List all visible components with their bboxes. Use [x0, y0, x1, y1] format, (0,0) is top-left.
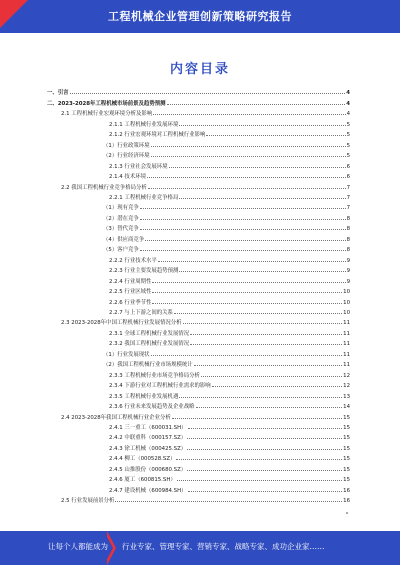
toc-leader-dots [140, 208, 346, 209]
toc-entry[interactable] [47, 117, 350, 127]
toc-entry[interactable] [47, 285, 350, 295]
toc-entry-label: 2.2.4 行业周期性 [109, 278, 152, 285]
toc-entry[interactable] [47, 264, 350, 274]
toc-entry-page: 8 [346, 247, 350, 254]
toc-entry-page: 15 [343, 477, 350, 484]
toc-entry[interactable] [47, 431, 350, 441]
toc-leader-dots [206, 135, 345, 136]
toc-entry-label: 2.3.6 行业未来发展趋势及企业战略 [109, 404, 195, 411]
toc-entry-page: 6 [346, 174, 350, 181]
toc-entry-page: 15 [343, 466, 350, 473]
toc-leader-dots [172, 418, 342, 419]
toc-entry-label: （1）现有竞争 [103, 205, 139, 212]
toc-entry-label: （3）替代竞争 [103, 226, 139, 233]
toc-entry[interactable] [47, 379, 350, 389]
toc-entry-page: 9 [346, 268, 350, 275]
toc-entry-label: 2.4 2023-2028年我国工程机械行业企业分析 [61, 414, 171, 421]
toc-entry-page: 11 [343, 351, 350, 358]
toc-entry[interactable] [47, 201, 350, 211]
toc-entry-label: 2.2 我国工程机械行业竞争格局分析 [61, 184, 147, 191]
toc-entry[interactable] [47, 159, 350, 169]
page-header [0, 0, 400, 33]
toc-entry-label: 2.3.3 工程机械行业市场竞争格局分析 [109, 372, 200, 379]
toc-entry-label: 2.4.1 三一重工（600031.SH） [109, 424, 187, 431]
toc-title: 内容目录 [169, 62, 230, 77]
toc-entry-page: 16 [343, 498, 350, 505]
toc-entry-page: 5 [346, 132, 350, 139]
toc-entry[interactable] [47, 86, 350, 96]
toc-leader-dots [190, 344, 342, 345]
toc-entry-label: 2.3.4 下游行业对工程机械行业需求的影响 [109, 383, 211, 390]
toc-leader-dots [151, 156, 346, 157]
toc-entry[interactable] [47, 170, 350, 180]
toc-entry-page: 4 [346, 100, 350, 107]
toc-entry[interactable] [47, 316, 350, 326]
toc-entry-label: 2.2.3 行业主要发展趋势预测 [109, 268, 179, 275]
toc-entry[interactable] [47, 149, 350, 159]
toc-leader-dots [115, 501, 342, 502]
toc-leader-dots [151, 146, 346, 147]
toc-leader-dots [152, 282, 345, 283]
toc-entry[interactable] [47, 400, 350, 410]
toc-leader-dots [169, 167, 346, 168]
toc-entry-label: 2.3 2023-2028年中国工程机械行业发展情况分析 [61, 320, 182, 327]
toc-entry-page: 11 [343, 362, 350, 369]
toc-leader-dots [70, 93, 346, 94]
toc-leader-dots [140, 219, 346, 220]
toc-entry-label: 2.4.6 厦工（600815.SH） [109, 477, 176, 484]
toc-leader-dots [188, 491, 343, 492]
toc-leader-dots [148, 188, 346, 189]
toc-entry[interactable] [47, 368, 350, 378]
toc-entry[interactable] [47, 274, 350, 284]
toc-entry-label: 2.4.3 徐工机械（000425.SZ） [109, 445, 187, 452]
toc-leader-dots [151, 355, 343, 356]
footer-slogan-left: 让每个人都能成为 [48, 542, 108, 551]
toc-entry-label: 2.2.2 行业技术水平 [109, 257, 157, 264]
toc-entry[interactable] [47, 232, 350, 242]
toc-entry[interactable] [47, 253, 350, 263]
toc-entry-page: 7 [346, 194, 350, 201]
toc-leader-dots [187, 438, 342, 439]
toc-entry-page: 7 [346, 184, 350, 191]
toc-entry-label: 2.1.3 行业社会发展环境 [109, 163, 168, 170]
toc-entry-page: 5 [346, 121, 350, 128]
toc-leader-dots [188, 428, 343, 429]
toc-leader-dots [201, 376, 342, 377]
toc-entry-page: 15 [343, 435, 350, 442]
toc-leader-dots [140, 229, 346, 230]
toc-entry-label: 2.1.4 技术环境 [109, 174, 146, 181]
toc-entry-label: 2.5 行业发展前景分析 [61, 498, 115, 505]
toc-leader-dots [152, 292, 342, 293]
toc-entry[interactable] [47, 326, 350, 336]
toc-entry-page: 12 [343, 383, 350, 390]
toc-leader-dots [179, 271, 345, 272]
toc-entry-page: 10 [343, 299, 350, 306]
toc-entry-label: 2.1.2 行业宏观环境对工程机械行业影响 [109, 132, 206, 139]
toc-entry-page: 11 [343, 341, 350, 348]
toc-entry-label: （2）我国工程机械行业市场规模统计 [103, 362, 193, 369]
toc-entry[interactable] [47, 494, 350, 504]
toc-entry-label: 2.3.5 工程机械行业发展机遇 [109, 393, 179, 400]
toc-entry[interactable] [47, 107, 350, 117]
toc-entry-label: 2.2.6 行业季节性 [109, 299, 152, 306]
toc-leader-dots [179, 198, 345, 199]
toc-entry-page: 5 [346, 142, 350, 149]
toc-entry-page: 11 [343, 330, 350, 337]
toc-entry[interactable] [47, 389, 350, 399]
toc-entry-label: 2.1.1 工程机械行业发展环境 [109, 121, 179, 128]
toc-entry-label: 2.4.4 柳工（000528.SZ） [109, 456, 176, 463]
toc-entry[interactable] [47, 222, 350, 232]
toc-entry-page: 10 [343, 309, 350, 316]
toc-entry-label: （1）行业发展现状 [103, 351, 150, 358]
toc-leader-dots [183, 323, 343, 324]
toc-entry[interactable] [47, 473, 350, 483]
header-title: 工程机械企业管理创新策略研究报告 [108, 10, 292, 23]
toc-leader-dots [153, 114, 345, 115]
toc-entry-label: （1）行业政策环境 [103, 142, 150, 149]
toc-entry-label: 2.1 工程机械行业宏观环境分析及影响 [61, 111, 153, 118]
toc-entry[interactable] [47, 128, 350, 138]
toc-entry[interactable] [47, 211, 350, 221]
toc-entry-label: 2.2.5 行业区域性 [109, 289, 152, 296]
toc-entry-label: 2.4.7 建设机械（600984.SH） [109, 487, 187, 494]
toc-entry-label: （4）供应商竞争 [103, 236, 145, 243]
toc-entry-page: 9 [346, 257, 350, 264]
toc-entry-page: 15 [343, 445, 350, 452]
toc-leader-dots [212, 386, 342, 387]
toc-leader-dots [167, 104, 346, 105]
toc-entry-page: 8 [346, 215, 350, 222]
toc-entry[interactable] [47, 180, 350, 190]
toc-entry[interactable] [47, 452, 350, 462]
toc-entry-page: 9 [346, 278, 350, 285]
toc-entry[interactable] [47, 410, 350, 420]
toc-entry[interactable] [47, 441, 350, 451]
toc-entry-page: 15 [343, 424, 350, 431]
toc-entry[interactable] [47, 243, 350, 253]
toc-entry-page: 15 [343, 414, 350, 421]
toc-leader-dots [176, 459, 342, 460]
toc-leader-dots [158, 261, 346, 262]
toc-entry-label: 2.4.5 山推股份（000680.SZ） [109, 466, 187, 473]
toc-entry[interactable] [47, 96, 350, 106]
toc-leader-dots [179, 125, 345, 126]
page-mark [346, 512, 348, 514]
toc-entry-label: （2）行业经济环境 [103, 153, 150, 160]
toc-entry-page: 8 [346, 226, 350, 233]
toc-leader-dots [147, 177, 346, 178]
toc-entry-page: 11 [343, 320, 350, 327]
toc-entry-page: 14 [343, 404, 350, 411]
toc-leader-dots [174, 313, 342, 314]
toc-entry-label: 二、2023-2028年工程机械市场前景及趋势预测 [47, 100, 166, 107]
toc-leader-dots [145, 240, 345, 241]
toc-entry[interactable] [47, 462, 350, 472]
toc-entry[interactable] [47, 483, 350, 493]
toc-entry-page: 12 [343, 372, 350, 379]
toc-entry-page: 5 [346, 153, 350, 160]
toc-entry[interactable] [47, 295, 350, 305]
toc-entry-label: 2.3.2 我国工程机械行业发展情况 [109, 341, 190, 348]
toc-entry[interactable] [47, 358, 350, 368]
toc-entry[interactable] [47, 421, 350, 431]
toc-entry-label: 2.2.1 工程机械行业竞争格局 [109, 194, 179, 201]
toc-entry-label: （2）潜在竞争 [103, 215, 139, 222]
toc-entry-label: 一、引言 [47, 90, 69, 97]
toc-entry-page: 13 [343, 393, 350, 400]
toc-leader-dots [196, 407, 343, 408]
table-of-contents [47, 86, 350, 504]
toc-leader-dots [187, 449, 342, 450]
toc-leader-dots [140, 250, 346, 251]
toc-entry-label: 2.2.7 与上下游之间的关系 [109, 309, 173, 316]
toc-entry-page: 8 [346, 236, 350, 243]
toc-entry-page: 15 [343, 456, 350, 463]
toc-entry-page: 7 [346, 205, 350, 212]
toc-entry[interactable] [47, 191, 350, 201]
toc-entry[interactable] [47, 347, 350, 357]
toc-leader-dots [190, 334, 342, 335]
toc-entry-label: 2.4.2 中联重科（000157.SZ） [109, 435, 187, 442]
toc-entry[interactable] [47, 306, 350, 316]
toc-entry-page: 6 [346, 163, 350, 170]
toc-leader-dots [194, 365, 342, 366]
toc-entry-label: （5）客户竞争 [103, 247, 139, 254]
toc-leader-dots [179, 397, 342, 398]
toc-entry-page: 4 [346, 111, 350, 118]
toc-entry[interactable] [47, 337, 350, 347]
toc-leader-dots [152, 303, 342, 304]
toc-entry-page: 10 [343, 289, 350, 296]
footer-slogan-right: 行业专家、管理专家、营销专家、战略专家、成功企业家…… [122, 542, 325, 551]
toc-entry-page: 16 [343, 487, 350, 494]
toc-entry-label: 2.3.1 全球工程机械行业发展情况 [109, 330, 190, 337]
toc-entry-page: 4 [346, 90, 350, 97]
toc-leader-dots [177, 480, 342, 481]
toc-leader-dots [187, 470, 342, 471]
toc-entry[interactable] [47, 138, 350, 148]
